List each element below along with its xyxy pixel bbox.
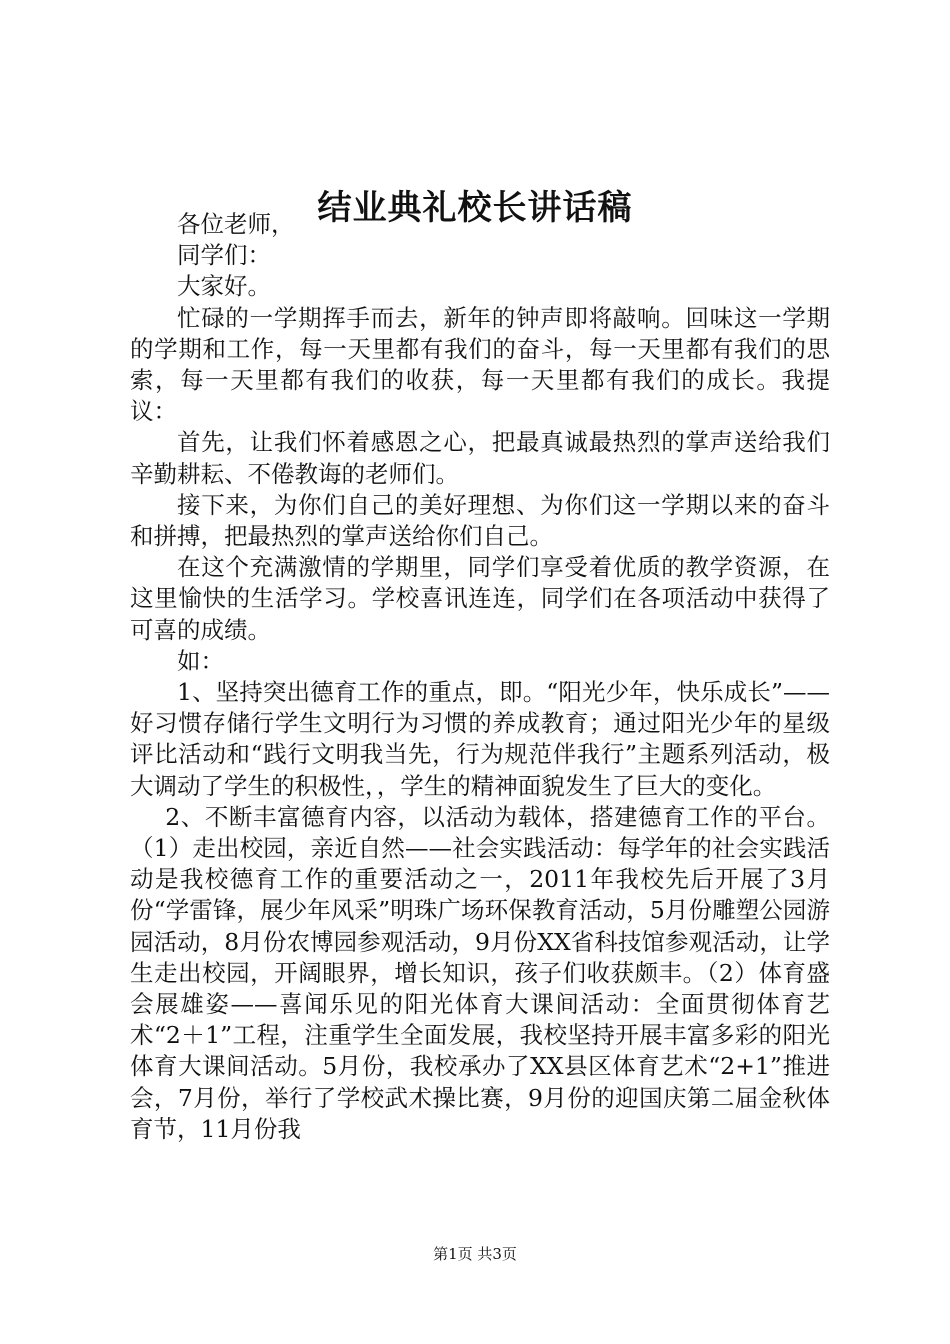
paragraph-thanks-students: 接下来，为你们自己的美好理想、为你们这一学期以来的奋斗和拼搏，把最热烈的掌声送给你们自己。 (130, 490, 830, 551)
paragraph-item-1: 1、坚持突出德育工作的重点，即。“阳光少年，快乐成长”——好习惯存储行学生文明行为习惯的养成教育；通过阳光少年的星级评比活动和“践行文明我当先，行为规范伴我行”主题系列活动，极大调动了学生的积极性，，学生的精神面貌发生了巨大的变化。 (130, 678, 830, 800)
salutation-students: 同学们： (177, 241, 271, 270)
document-title: 结业典礼校长讲话稿 (317, 188, 633, 228)
page-footer: 第1页 共3页 (433, 1245, 517, 1263)
paragraph-achievements: 在这个充满激情的学期里，同学们享受着优质的教学资源，在这里愉快的生活学习。学校喜讯连连，同学们在各项活动中获得了可喜的成绩。 (130, 553, 830, 644)
document-body (130, 209, 830, 1145)
greeting: 大家好。 (177, 272, 271, 301)
paragraph-thanks-teachers: 首先，让我们怀着感恩之心，把最真诚最热烈的掌声送给我们辛勤耕耘、不倦教诲的老师们。 (130, 428, 830, 488)
salutation-teachers: 各位老师， (177, 210, 295, 238)
paragraph-for-example: 如： (177, 646, 224, 675)
paragraph-item-2: 2、不断丰富德育内容，以活动为载体，搭建德育工作的平台。（1）走出校园，亲近自然——社会实践活动：每学年的社会实践活动是我校德育工作的重要活动之一，2011年我校先后开展了3月份“学雷锋，展少年风采”明珠广场环保教育活动，5月份雕塑公园游园活动，8月份农博园参观活动，9月份XX省科技馆参观活动，让学生走出校园，开阔眼界，增长知识，孩子们收获颇丰。（2）体育盛会展雄姿——喜闻乐见的阳光体育大课间活动：全面贯彻体育艺术“2＋1”工程，注重学生全面发展，我校坚持开展丰富多彩的阳光体育大课间活动。5月份，我校承办了XX县区体育艺术“2+1”推进会，7月份，举行了学校武术操比赛，9月份的迎国庆第二届金秋体育节，11月份我 (130, 802, 830, 1143)
paragraph-intro: 忙碌的一学期挥手而去，新年的钟声即将敲响。回味这一学期的学期和工作，每一天里都有我们的奋斗，每一天里都有我们的思索，每一天里都有我们的收获，每一天里都有我们的成长。我提议： (130, 303, 830, 426)
